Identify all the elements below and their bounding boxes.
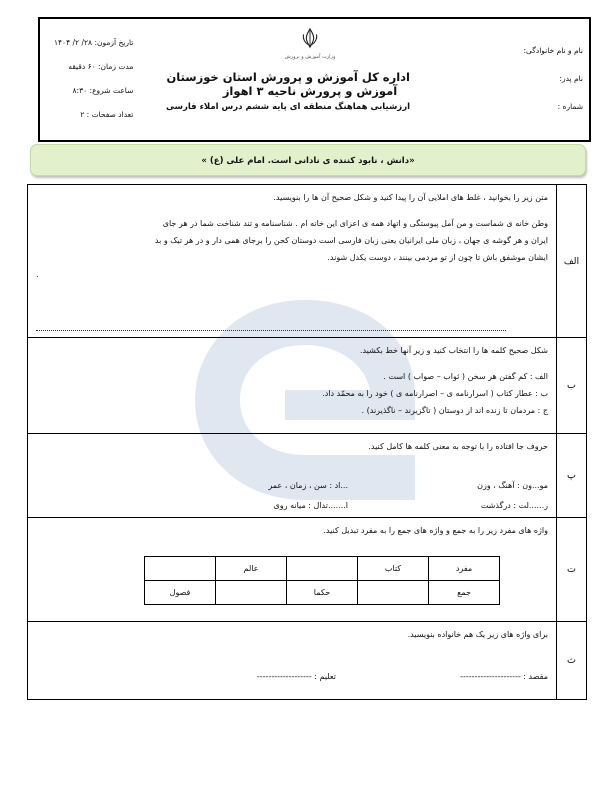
- question-row-5: [28, 621, 586, 699]
- passage-line-3: ایشان موشفق باش تا چون از تو مردمی بینند ، دوست یکدل شوند.: [327, 253, 548, 262]
- exam-title: ارزشیابی هماهنگ منطقه ای پایه ششم درس املاء فارسی: [166, 102, 410, 112]
- question-content: [28, 518, 556, 621]
- question-label: ت: [556, 518, 586, 621]
- question-row-4: [28, 517, 586, 621]
- family-word-item[interactable]: مقصد : ---------------------: [460, 672, 548, 681]
- header-titles: [166, 27, 410, 112]
- fill-item[interactable]: ر......لت : درگذشت: [480, 501, 548, 510]
- question-row-1: [28, 185, 586, 337]
- fill-item[interactable]: ...اد : سن ، زمان ، عمر: [268, 481, 348, 490]
- question-content: [28, 338, 556, 433]
- sentence-c: ج : مردمان تا زنده اند از دوستان ( تاگزیرند – ناگذیرند) .: [361, 406, 548, 415]
- question-row-3: [28, 433, 586, 517]
- question-instruction: واژه های مفرد زیر را به جمع و واژه های جمع را به مفرد تبدیل کنید.: [323, 526, 548, 535]
- question-instruction: متن زیر را بخوانید ، غلط های املایی آن را پیدا کنید و شکل صحیح آن ها را بنویسید.: [273, 193, 548, 202]
- exam-sheet: [27, 184, 587, 700]
- table-cell[interactable]: [216, 581, 287, 605]
- question-content: [28, 185, 556, 337]
- table-cell: عالم: [216, 557, 287, 581]
- passage-line-1: وطن خانه ی شماست و من آمل پیوستگی و اتهاد همه ی اعزای این خانه ام . شناسنامه و تند شناخت شما در هر جای: [162, 219, 548, 228]
- question-label: پ: [556, 434, 586, 517]
- question-label: الف: [556, 185, 586, 337]
- question-content: [28, 434, 556, 517]
- table-cell: مفرد: [429, 557, 500, 581]
- exam-info: [54, 31, 133, 127]
- table-cell: جمع: [429, 581, 500, 605]
- question-row-2: [28, 337, 586, 433]
- question-instruction: شکل صحیح کلمه ها را انتخاب کنید و زیر آنها خط بکشید.: [359, 346, 548, 355]
- answer-dotted-line[interactable]: [36, 329, 506, 331]
- sentence-b: ب : عطار کتاب ( اسرارنامه ی – اصرارنامه ی ) خود را به محمّد داد.: [322, 389, 548, 398]
- question-label: ب: [556, 338, 586, 433]
- name-label: نام و نام خانوادگی:: [523, 46, 583, 55]
- passage-line-2: ایران و هر گوشه ی جهان ، زبان ملی ایرانیان یعنی زبان فارسی است دوستان کحن را برجای همی دار و در هر تیک و بد: [154, 236, 548, 245]
- family-word-item[interactable]: تعلیم : -------------------: [256, 672, 336, 681]
- start-time: ساعت شروع: ۸:۳۰: [72, 86, 134, 95]
- office-title: اداره کل آموزش و پرورش استان خوزستان: [166, 70, 410, 84]
- page-count: تعداد صفحات : ۲: [80, 110, 134, 119]
- table-cell: کتاب: [358, 557, 429, 581]
- father-name-label: نام پدر:: [559, 74, 583, 83]
- table-cell[interactable]: [358, 581, 429, 605]
- table-cell: حکما: [287, 581, 358, 605]
- header-box: [38, 17, 591, 142]
- table-cell[interactable]: [287, 557, 358, 581]
- fill-blank-grid: [36, 455, 548, 515]
- fill-item[interactable]: ا.......تدال : میانه روی: [273, 501, 348, 510]
- sentence-a: الف : کم گفتن هر سخن ( ثواب – صواب ) است .: [383, 372, 548, 381]
- district-title: آموزش و پرورش ناحیه ۳ اهواز: [222, 84, 398, 98]
- fill-item[interactable]: مو...ون : آهنگ ، وزن: [477, 481, 548, 490]
- question-label: ث: [556, 622, 586, 699]
- quote-banner: «دانش ، نابود کننده ی نادانی است. امام علی (ع) »: [30, 144, 586, 176]
- ministry-caption: وزارت آموزش و پرورش: [284, 54, 336, 60]
- exam-duration: مدت زمان: ۶۰ دقیقه: [68, 62, 134, 71]
- number-label: شماره :: [557, 102, 583, 111]
- passage-dot: .: [36, 270, 39, 279]
- student-info: [524, 37, 583, 121]
- question-content: [28, 622, 556, 699]
- question-instruction: حروف جا افتاده را با توجه به معنی کلمه ها کامل کنید.: [368, 442, 548, 451]
- table-cell[interactable]: [145, 557, 216, 581]
- table-row: [145, 581, 500, 605]
- emblem-icon: [299, 27, 321, 49]
- table-cell: فصول: [145, 581, 216, 605]
- word-table: [144, 556, 500, 605]
- exam-date: تاریخ آزمون: ۲۸/ ۲/ ۱۴۰۴: [54, 38, 134, 47]
- question-instruction: برای واژه های زیر یک هم خانواده بنویسید.: [407, 630, 548, 639]
- table-row: [145, 557, 500, 581]
